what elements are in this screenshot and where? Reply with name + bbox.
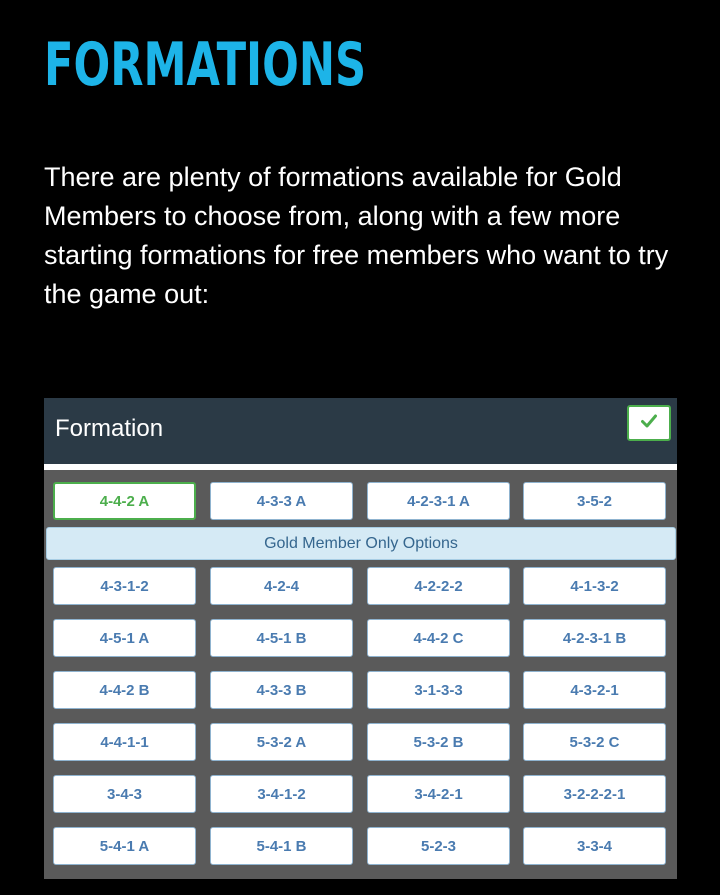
formation-option[interactable]: 4-3-3 B [210, 671, 353, 709]
formation-option[interactable]: 4-3-2-1 [523, 671, 666, 709]
formation-option[interactable]: 4-5-1 A [53, 619, 196, 657]
formation-option[interactable]: 3-5-2 [523, 482, 666, 520]
formation-option[interactable]: 3-1-3-3 [367, 671, 510, 709]
gold-member-label: Gold Member Only Options [46, 527, 676, 560]
page-heading: FORMATIONS [44, 30, 367, 100]
formation-option[interactable]: 3-4-3 [53, 775, 196, 813]
formation-option[interactable]: 5-3-2 C [523, 723, 666, 761]
formation-option[interactable]: 3-4-2-1 [367, 775, 510, 813]
formation-option[interactable]: 5-3-2 A [210, 723, 353, 761]
formation-option[interactable]: 5-2-3 [367, 827, 510, 865]
formation-option[interactable]: 4-2-4 [210, 567, 353, 605]
formation-option[interactable]: 4-3-1-2 [53, 567, 196, 605]
formation-option[interactable]: 4-2-3-1 A [367, 482, 510, 520]
formation-option[interactable]: 5-3-2 B [367, 723, 510, 761]
formation-option[interactable]: 4-3-3 A [210, 482, 353, 520]
formation-option[interactable]: 5-4-1 B [210, 827, 353, 865]
formation-option[interactable]: 3-2-2-2-1 [523, 775, 666, 813]
formation-option[interactable]: 4-4-1-1 [53, 723, 196, 761]
formation-option[interactable]: 4-4-2 C [367, 619, 510, 657]
formation-panel [44, 398, 677, 879]
formation-option[interactable]: 4-4-2 A [53, 482, 196, 520]
confirm-button[interactable] [627, 405, 671, 441]
formation-option[interactable]: 4-2-3-1 B [523, 619, 666, 657]
formation-option[interactable]: 4-1-3-2 [523, 567, 666, 605]
formation-option[interactable]: 4-2-2-2 [367, 567, 510, 605]
formation-option[interactable]: 4-4-2 B [53, 671, 196, 709]
formation-option[interactable]: 3-3-4 [523, 827, 666, 865]
panel-header [44, 398, 677, 470]
formation-option[interactable]: 4-5-1 B [210, 619, 353, 657]
intro-paragraph: There are plenty of formations available for Gold Members to choose from, along with a few more starting formations for free members who want to try the game out: [44, 162, 669, 309]
check-icon [641, 414, 657, 433]
panel-title: Formation [55, 415, 164, 442]
formation-option[interactable]: 5-4-1 A [53, 827, 196, 865]
formation-option[interactable]: 3-4-1-2 [210, 775, 353, 813]
